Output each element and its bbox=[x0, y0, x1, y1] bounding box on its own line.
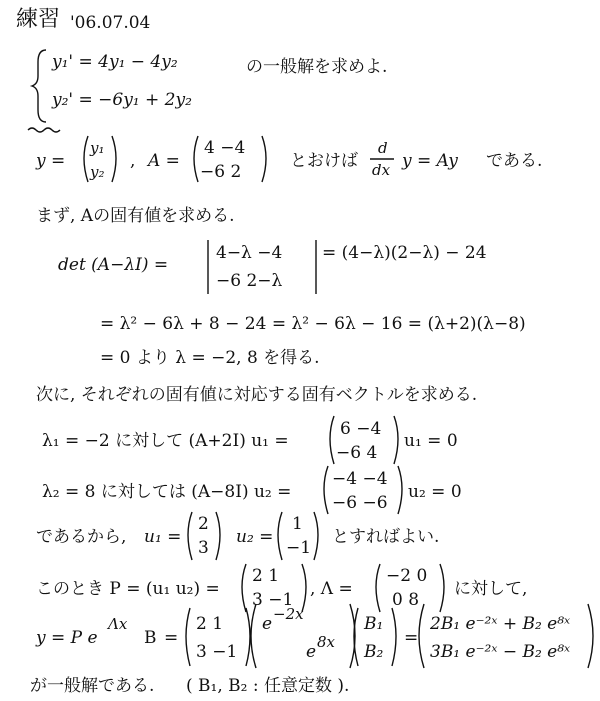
solution-equals-2: = bbox=[404, 628, 419, 648]
constants-note: ( B₁, B₂ : 任意定数 ). bbox=[186, 676, 350, 696]
solution-exponent: Λx bbox=[108, 615, 128, 633]
u1-right-paren bbox=[216, 512, 220, 560]
det-row-2: −6 2−λ bbox=[216, 271, 283, 291]
solution-B: B bbox=[144, 628, 157, 648]
u1-bottom: 3 bbox=[198, 538, 209, 558]
solution-row-1: 2B₁ e⁻²ˣ + B₂ e⁸ˣ bbox=[430, 614, 571, 634]
conclusion-text: が一般解である. bbox=[30, 676, 155, 696]
vectors-prefix: であるから, bbox=[36, 527, 127, 547]
eigen-2-row-2: −6 −6 bbox=[332, 493, 388, 513]
eigen-2-rhs: u₂ = 0 bbox=[408, 482, 462, 502]
P-row-2: 3 −1 bbox=[252, 590, 294, 610]
u2-bottom: −1 bbox=[286, 538, 312, 558]
u1-left-paren bbox=[188, 512, 192, 560]
u2-top: 1 bbox=[292, 514, 303, 534]
eigen-1-lhs: λ₁ = −2 に対して (A+2I) u₁ = bbox=[42, 431, 289, 451]
eigenvalue-result: = 0 より λ = −2, 8 を得る. bbox=[100, 348, 320, 368]
A-definition-lhs: A = bbox=[148, 151, 180, 171]
eigen-1-left-paren bbox=[330, 416, 334, 464]
solution-P-left-paren bbox=[186, 608, 190, 666]
solution-lhs: y = P e bbox=[36, 628, 98, 648]
eigen-2-right-paren bbox=[398, 466, 402, 514]
u1-top: 2 bbox=[198, 514, 209, 534]
solution-row-2: 3B₁ e⁻²ˣ − B₂ e⁸ˣ bbox=[430, 642, 571, 662]
result-left-paren bbox=[419, 604, 424, 668]
y-vector-top: y₁ bbox=[90, 139, 105, 157]
solution-P-right-paren bbox=[246, 608, 250, 666]
u2-left-paren bbox=[278, 512, 282, 560]
eigen-2-lhs: λ₂ = 8 に対しては (A−8I) u₂ = bbox=[42, 482, 292, 502]
derivative-numerator: d bbox=[378, 139, 388, 157]
instruction-text: の一般解を求めよ. bbox=[246, 57, 388, 77]
Lambda-row-2: 0 8 bbox=[392, 590, 420, 610]
separator-comma: , bbox=[130, 151, 136, 171]
det-lhs: det (A−λI) = bbox=[58, 255, 169, 275]
dearu-text: である. bbox=[486, 151, 543, 171]
exp-diag-left-paren bbox=[251, 604, 256, 668]
page-title: 練習 bbox=[16, 7, 61, 32]
eigen-1-rhs: u₁ = 0 bbox=[404, 431, 458, 451]
u2-right-paren bbox=[314, 512, 318, 560]
u2-lhs: u₂ = bbox=[236, 527, 274, 547]
solution-P-row-2: 3 −1 bbox=[196, 642, 238, 662]
det-row-1: 4−λ −4 bbox=[216, 243, 283, 263]
step-eigenvectors-heading: 次に, それぞれの固有値に対応する固有ベクトルを求める. bbox=[36, 385, 478, 405]
equation-2: y₂' = −6y₁ + 2y₂ bbox=[52, 90, 192, 110]
characteristic-polynomial: = λ² − 6λ + 8 − 24 = λ² − 6λ − 16 = (λ+2)(λ−8) bbox=[100, 314, 526, 334]
Lambda-right-paren bbox=[440, 564, 444, 612]
y-vector-left-paren bbox=[84, 136, 88, 182]
problem-underline-stroke bbox=[28, 128, 60, 132]
y-definition-lhs: y = bbox=[36, 151, 66, 171]
exp-diag-row-1-exponent: −2x bbox=[273, 605, 304, 623]
y-vector-right-paren bbox=[112, 136, 116, 182]
eigen-1-right-paren bbox=[394, 416, 398, 464]
okeba-text: とおけば bbox=[290, 151, 358, 171]
P-right-paren bbox=[302, 564, 306, 612]
Lambda-row-1: −2 0 bbox=[386, 566, 428, 586]
eigen-2-left-paren bbox=[324, 466, 328, 514]
A-row-2: −6 2 bbox=[200, 162, 242, 182]
A-left-paren bbox=[194, 136, 198, 182]
result-right-paren bbox=[588, 604, 593, 668]
y-vector-bottom: y₂ bbox=[90, 163, 105, 181]
B-vector-top: B₁ bbox=[364, 614, 384, 634]
exp-diag-row-2-exponent: 8x bbox=[317, 633, 336, 651]
Lambda-lhs: , Λ = bbox=[310, 579, 353, 599]
A-row-1: 4 −4 bbox=[204, 138, 246, 158]
eigen-1-row-1: 6 −4 bbox=[340, 419, 382, 439]
exp-diag-row-2: e bbox=[306, 642, 317, 662]
P-row-1: 2 1 bbox=[252, 566, 280, 586]
derivative-denominator: dx bbox=[372, 161, 391, 179]
u1-lhs: u₁ = bbox=[144, 527, 182, 547]
equation-1: y₁' = 4y₁ − 4y₂ bbox=[52, 52, 178, 72]
diag-suffix: に対して, bbox=[454, 579, 528, 599]
date: '06.07.04 bbox=[70, 13, 151, 33]
diag-prefix: このとき P = (u₁ u₂) = bbox=[36, 579, 220, 599]
ode-equation: y = Ay bbox=[402, 151, 458, 171]
exp-diag-row-1: e bbox=[262, 614, 273, 634]
step-eigenvalues-heading: まず, Aの固有値を求める. bbox=[36, 206, 235, 226]
B-vector-bottom: B₂ bbox=[364, 642, 384, 662]
vectors-suffix: とすればよい. bbox=[332, 527, 440, 547]
eigen-2-row-1: −4 −4 bbox=[332, 469, 388, 489]
system-brace-stroke bbox=[32, 50, 46, 122]
Lambda-left-paren bbox=[376, 564, 380, 612]
solution-P-row-1: 2 1 bbox=[196, 614, 224, 634]
B-vector-left-paren bbox=[354, 608, 358, 666]
eigen-1-row-2: −6 4 bbox=[336, 443, 378, 463]
B-vector-right-paren bbox=[392, 608, 396, 666]
A-right-paren bbox=[262, 136, 266, 182]
det-rhs: = (4−λ)(2−λ) − 24 bbox=[322, 243, 487, 263]
solution-equals-1: = bbox=[164, 628, 179, 648]
P-left-paren bbox=[242, 564, 246, 612]
